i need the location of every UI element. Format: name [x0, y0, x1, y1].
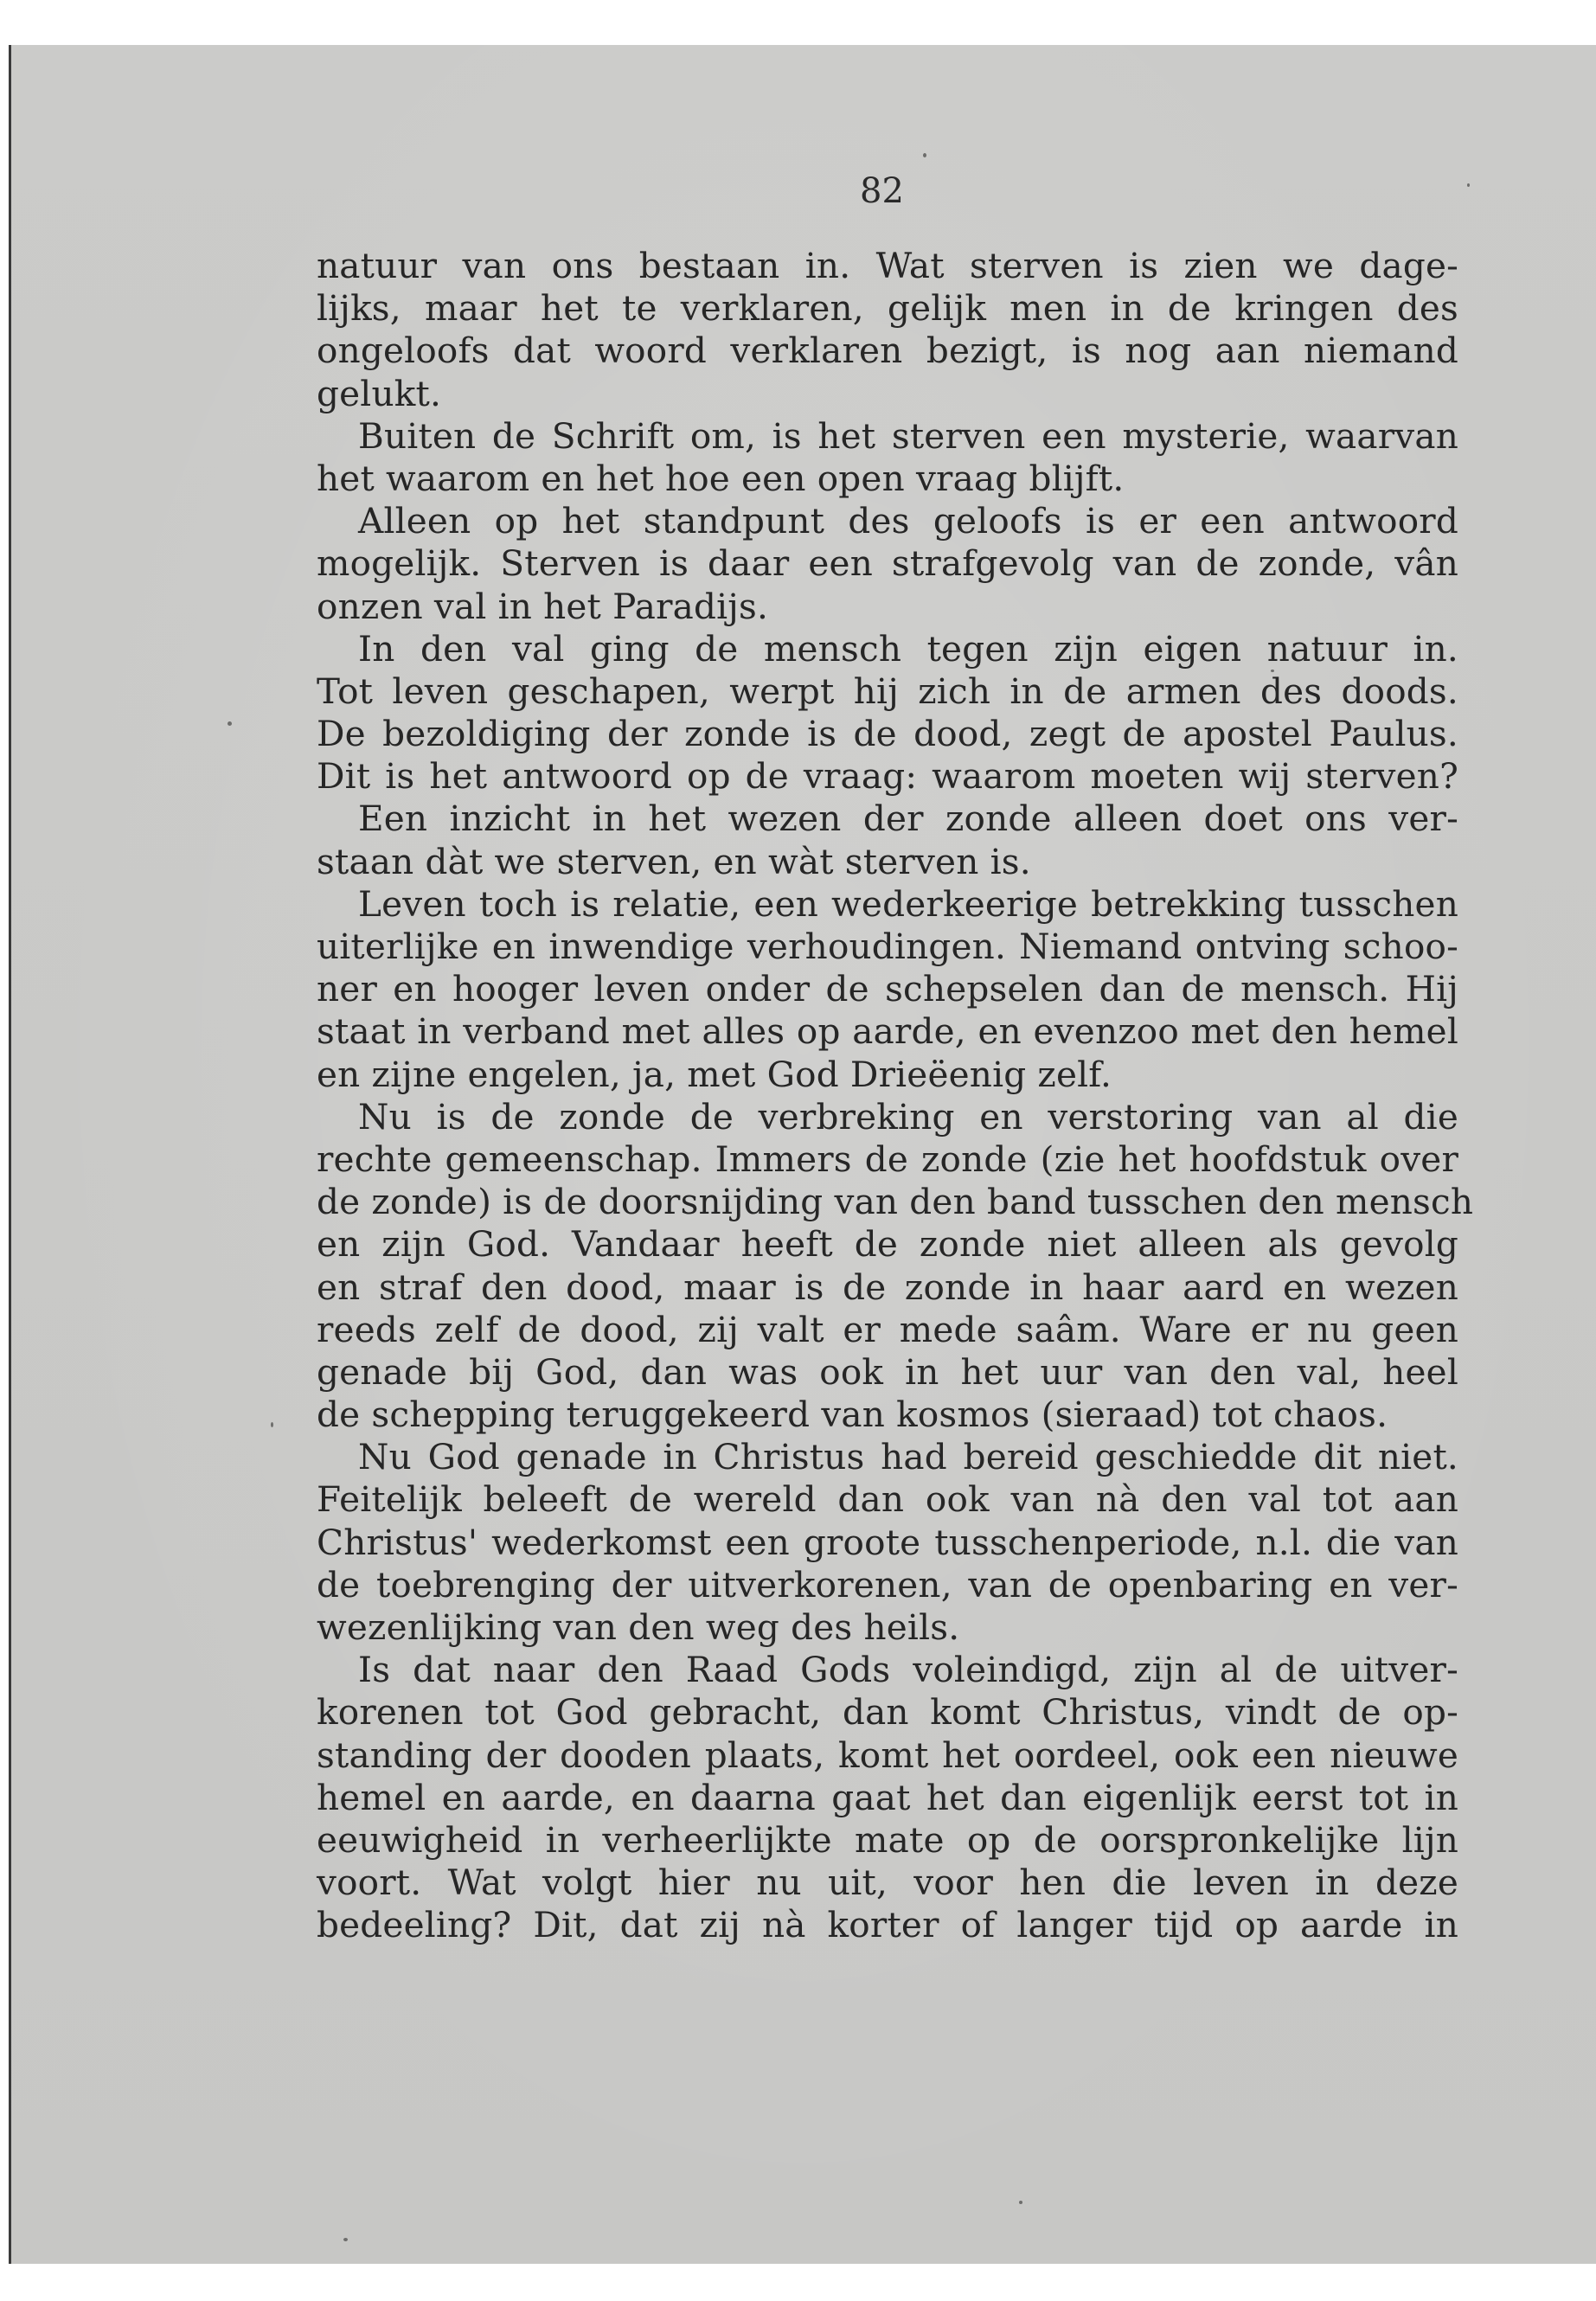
- text-line: rechte gemeenschap. Immers de zonde (zie het hoofdstuk over: [317, 1138, 1458, 1180]
- text-line: onzen val in het Paradijs.: [317, 585, 769, 627]
- text-line: ner en hooger leven onder de schepselen dan de mensch. Hij: [317, 968, 1458, 1010]
- text-line: lijks, maar het te verklaren, gelijk men in de kringen des: [317, 287, 1458, 330]
- text-line: Tot leven geschapen, werpt hij zich in de armen des doods.: [317, 670, 1458, 712]
- text-line: en straf den dood, maar is de zonde in haar aard en wezen: [317, 1266, 1458, 1308]
- text-line: gelukt.: [317, 372, 442, 414]
- text-line: korenen tot God gebracht, dan komt Christus, vindt de op-: [317, 1691, 1458, 1734]
- text-line: Christus' wederkomst een groote tusschenperiode, n.l. die van: [317, 1521, 1458, 1563]
- paper-speck: [1019, 2201, 1022, 2204]
- text-line: De bezoldiging der zonde is de dood, zegt de apostel Paulus.: [317, 713, 1458, 755]
- paper-speck: [343, 2238, 348, 2241]
- text-line: hemel en aarde, en daarna gaat het dan eigenlijk eerst tot in: [317, 1776, 1458, 1818]
- text-line: de toebrenging der uitverkorenen, van de openbaring en ver-: [317, 1563, 1458, 1606]
- text-line: Buiten de Schrift om, is het sterven een mysterie, waarvan: [358, 414, 1458, 457]
- text-line: Nu God genade in Christus had bereid geschiedde dit niet.: [358, 1436, 1458, 1478]
- text-line: eeuwigheid in verheerlijkte mate op de oorspronkelijke lijn: [317, 1818, 1458, 1861]
- text-line: Een inzicht in het wezen der zonde alleen doet ons ver-: [358, 798, 1458, 840]
- text-line: voort. Wat volgt hier nu uit, voor hen die leven in deze: [317, 1862, 1458, 1904]
- text-line: wezenlijking van den weg des heils.: [317, 1606, 960, 1648]
- text-line: mogelijk. Sterven is daar een strafgevolg van de zonde, vân: [317, 542, 1458, 585]
- text-line: en zijn God. Vandaar heeft de zonde niet alleen als gevolg: [317, 1223, 1458, 1266]
- text-line: de schepping teruggekeerd van kosmos (sieraad) tot chaos.: [317, 1394, 1388, 1436]
- text-line: Is dat naar den Raad Gods voleindigd, zijn al de uitver-: [358, 1649, 1458, 1691]
- text-line: In den val ging de mensch tegen zijn eigen natuur in.: [358, 627, 1458, 670]
- text-line: uiterlijke en inwendige verhoudingen. Niemand ontving schoo-: [317, 926, 1458, 967]
- text-line: Nu is de zonde de verbreking en verstoring van al die: [358, 1095, 1458, 1138]
- text-line: reeds zelf de dood, zij valt er mede saâm. Ware er nu geen: [317, 1308, 1458, 1350]
- text-line: Leven toch is relatie, een wederkeerige betrekking tusschen: [358, 882, 1458, 925]
- text-line: ongeloofs dat woord verklaren bezigt, is nog aan niemand: [317, 330, 1458, 372]
- text-line: de zonde) is de doorsnijding van den band tusschen den mensch: [317, 1181, 1474, 1223]
- text-line: en zijne engelen, ja, met God Drieëenig zelf.: [317, 1053, 1112, 1095]
- text-line: standing der dooden plaats, komt het oordeel, ook een nieuwe: [317, 1734, 1458, 1776]
- text-line: bedeeling? Dit, dat zij nà korter of langer tijd op aarde in: [317, 1904, 1458, 1946]
- text-line: genade bij God, dan was ook in het uur van den val, heel: [317, 1350, 1458, 1393]
- text-line: het waarom en het hoe een open vraag blijft.: [317, 457, 1125, 499]
- paper-speck: [1467, 183, 1470, 187]
- text-line: Alleen op het standpunt des geloofs is er een antwoord: [358, 500, 1458, 542]
- text-line: staan dàt we sterven, en wàt sterven is.: [317, 840, 1031, 882]
- paper-speck: [923, 153, 926, 157]
- text-line: natuur van ons bestaan in. Wat sterven is zien we dage-: [317, 245, 1458, 286]
- text-line: staat in verband met alles op aarde, en evenzoo met den hemel: [317, 1010, 1458, 1053]
- body-text: [317, 245, 1474, 1947]
- paper-speck: [228, 721, 232, 726]
- page-number: 82: [860, 171, 904, 211]
- paper-speck: [271, 1422, 273, 1427]
- text-line: Feitelijk beleeft de wereld dan ook van nà den val tot aan: [317, 1478, 1458, 1521]
- text-line: Dit is het antwoord op de vraag: waarom moeten wij sterven?: [317, 755, 1458, 798]
